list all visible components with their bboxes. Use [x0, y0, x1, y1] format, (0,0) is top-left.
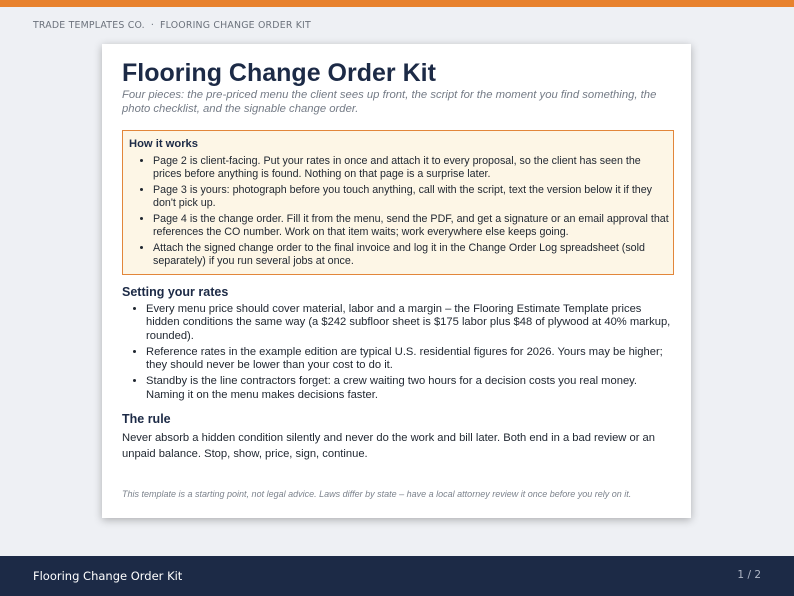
legal-disclaimer: This template is a starting point, not legal advice. Laws differ by state – have a local attorney review it once before you rely on it.: [122, 489, 632, 499]
setting-rates-list: [122, 303, 674, 402]
breadcrumb-brand: TRADE TEMPLATES CO.: [33, 20, 145, 31]
how-it-works-heading: How it works: [129, 138, 198, 150]
setting-rates-heading: Setting your rates: [122, 285, 229, 299]
footer-title: Flooring Change Order Kit: [33, 569, 183, 583]
page-content: [122, 44, 674, 462]
setting-rates-item: • Reference rates in the example edition are typical U.S. residential figures for 2026. Yours may be higher; they should never be lower than your cost to do it.: [146, 346, 674, 373]
page-number: 1 / 2: [737, 569, 761, 581]
document-page: [102, 44, 691, 518]
setting-rates-item: • Every menu price should cover material, labor and a margin – the Flooring Estimate Template prices hidden conditions the same way (a $242 subfloor sheet is $175 labor plus $48 of plywood at 40% markup, rounded).: [146, 303, 674, 343]
accent-bar: [0, 0, 794, 7]
how-it-works-item: • Page 3 is yours: photograph before you touch anything, call with the script, text the version below it if they don't pick up.: [153, 184, 669, 210]
breadcrumb-doc: FLOORING CHANGE ORDER KIT: [160, 20, 311, 31]
breadcrumb: [33, 20, 311, 31]
how-it-works-callout: [122, 130, 674, 275]
footer-bar: [0, 556, 794, 596]
how-it-works-item: • Page 4 is the change order. Fill it from the menu, send the PDF, and get a signature or an email approval that references the CO number. Work on that item waits; work everywhere else keeps going.: [153, 213, 669, 239]
breadcrumb-separator: ·: [150, 20, 155, 31]
setting-rates-item: • Standby is the line contractors forget: a crew waiting two hours for a decision costs you real money. Naming it on the menu makes decisions faster.: [146, 375, 674, 402]
how-it-works-item: • Attach the signed change order to the final invoice and log it in the Change Order Log spreadsheet (sold separately) if you run several jobs at once.: [153, 242, 669, 268]
rule-text: Never absorb a hidden condition silently and never do the work and bill later. Both end in a bad review or an unpaid balance. Stop, show, price, sign, continue.: [122, 432, 655, 461]
how-it-works-list: [129, 155, 669, 268]
how-it-works-item: • Page 2 is client-facing. Put your rates in once and attach it to every proposal, so the client has seen the prices before anything is found. Nothing on that page is a surprise later.: [153, 155, 669, 181]
page-subtitle: Four pieces: the pre-priced menu the client sees up front, the script for the moment you find something, the photo checklist, and the signable change order.: [122, 89, 657, 115]
rule-heading: The rule: [122, 412, 171, 427]
page-title: Flooring Change Order Kit: [122, 59, 436, 87]
